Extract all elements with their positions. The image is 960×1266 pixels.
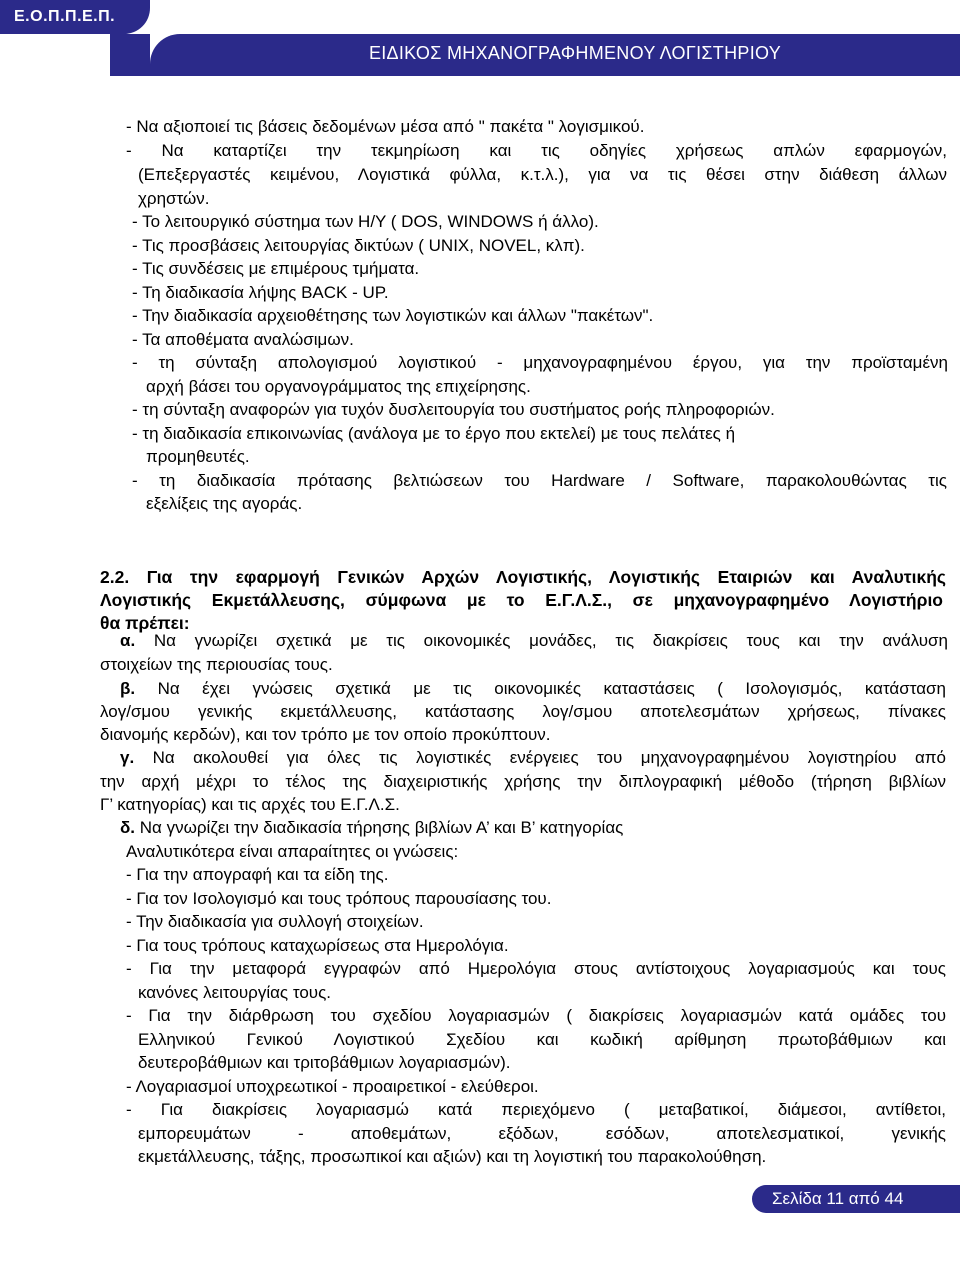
item-text: Να ακολουθεί για όλες τις λογιστικές ενέργειες του μηχανογραφημένου λογιστηρίου από	[152, 748, 946, 767]
paragraph-d	[120, 816, 623, 840]
list-item: - Τη διαδικασία λήψης BACK - UP.	[132, 283, 389, 302]
list-item: - Για τους τρόπους καταχωρίσεως στα Ημερολόγια.	[126, 936, 509, 955]
list-item: (Επεξεργαστές κειμένου, Λογιστικά φύλλα, κ.τ.λ.), για να τις θέσει στην διάθεση άλλων	[138, 165, 947, 184]
paragraph-c	[120, 746, 946, 770]
list-item: - Λογαριασμοί υποχρεωτικοί - προαιρετικοί - ελεύθεροι.	[126, 1077, 539, 1096]
header-title: ΕΙΔΙΚΟΣ ΜΗΧΑΝΟΓΡΑΦΗΜΕΝΟΥ ΛΟΓΙΣΤΗΡΙΟΥ	[368, 43, 782, 63]
list-item: - Για τον Ισολογισμό και τους τρόπους παρουσίασης του.	[126, 889, 552, 908]
list-item: - Την διαδικασία για συλλογή στοιχείων.	[126, 912, 424, 931]
list-item: - Τις προσβάσεις λειτουργίας δικτύων ( UNIX, NOVEL, κλπ).	[132, 236, 585, 255]
item-label: δ.	[120, 818, 136, 837]
paragraph-b-cont: διανομής κερδών), και τον τρόπο με τον οποίο προκύπτουν.	[100, 725, 551, 744]
list-item: - Τα αποθέματα αναλώσιμων.	[132, 330, 354, 349]
header-title-bar	[150, 34, 960, 76]
list-item: - Να αξιοποιεί τις βάσεις δεδομένων μέσα από " πακέτα " λογισμικού.	[126, 117, 645, 136]
list-item: αρχή βάσει του οργανογράμματος της επιχείρησης.	[146, 377, 531, 396]
list-item: - Την διαδικασία αρχειοθέτησης των λογιστικών και άλλων "πακέτων".	[132, 306, 654, 325]
paragraph-b-cont: λογ/σμου γενικής εκμετάλλευσης, κατάστασης λογ/σμου αποτελεσμάτων χρήσεως, πίνακες	[100, 702, 946, 721]
list-item: χρηστών.	[138, 189, 210, 208]
page-header	[0, 0, 960, 82]
item-text: Να έχει γνώσεις σχετικά με τις οικονομικές καταστάσεις ( Ισολογισμός, κατάσταση	[157, 679, 946, 698]
list-item: εμπορευμάτων - αποθεμάτων, εξόδων, εσόδων, αποτελεσματικοί, γενικής	[138, 1124, 946, 1143]
paragraph-a-cont: στοιχείων της περιουσίας τους.	[100, 655, 333, 674]
list-item: - τη διαδικασία πρότασης βελτιώσεων του Hardware / Software, παρακολουθώντας τις	[132, 471, 947, 490]
section-heading: θα πρέπει:	[100, 613, 190, 633]
paragraph-a	[120, 629, 948, 653]
list-item: - Για διακρίσεις λογαριασμώ κατά περιεχόμενο ( μεταβατικοί, διάμεσοι, αντίθετοι,	[126, 1100, 946, 1119]
page-footer	[752, 1185, 960, 1213]
list-item: - τη σύνταξη απολογισμού λογιστικού - μηχανογραφημένου έργου, για την προϊσταμένη	[132, 353, 948, 372]
list-item: εκμετάλλευσης, τάξης, προσωπικοί και αξιών) και τη λογιστική του παρακολούθηση.	[138, 1147, 767, 1166]
header-org-tab	[0, 0, 150, 34]
item-label: β.	[120, 679, 136, 698]
list-item: - Το λειτουργικό σύστημα των Η/Υ ( DOS, WINDOWS ή άλλο).	[132, 212, 599, 231]
paragraph-d-cont: Αναλυτικότερα είναι απαραίτητες οι γνώσεις:	[126, 842, 459, 861]
paragraph-c-cont: Γ’ κατηγορίας) και τις αρχές του Ε.Γ.Λ.Σ.	[100, 795, 400, 814]
item-label: α.	[120, 631, 136, 650]
list-item: - Τις συνδέσεις με επιμέρους τμήματα.	[132, 259, 420, 278]
list-item: - τη διαδικασία επικοινωνίας (ανάλογα με το έργο που εκτελεί) με τους πελάτες ή	[132, 424, 736, 443]
paragraph-c-cont: την αρχή μέχρι το τέλος της διαχειριστικής χρήσης την διπλογραφική μέθοδο (τήρηση βιβλίων	[100, 772, 946, 791]
list-item: - Για την μεταφορά εγγραφών από Ημερολόγια στους αντίστοιχους λογαριασμούς και τους	[126, 959, 946, 978]
list-item: προμηθευτές.	[146, 447, 250, 466]
list-item: κανόνες λειτουργίας τους.	[138, 983, 331, 1002]
section-heading: Λογιστικής Εκμετάλλευσης, σύμφωνα με το Ε.Γ.Λ.Σ., σε μηχανογραφημένο Λογιστήριο	[100, 590, 943, 610]
list-item: - Για την διάρθρωση του σχεδίου λογαριασμών ( διακρίσεις λογαριασμών κατά ομάδες του	[126, 1006, 946, 1025]
section-heading: 2.2. Για την εφαρμογή Γενικών Αρχών Λογιστικής, Λογιστικής Εταιριών και Αναλυτικής	[100, 567, 946, 587]
paragraph-b	[120, 677, 946, 701]
item-text: Να γνωρίζει την διαδικασία τήρησης βιβλίων Α’ και Β’ κατηγορίας	[139, 818, 624, 837]
list-item: - Για την απογραφή και τα είδη της.	[126, 865, 389, 884]
list-item: - Να καταρτίζει την τεκμηρίωση και τις οδηγίες χρήσεως απλών εφαρμογών,	[126, 141, 947, 160]
list-item: εξελίξεις της αγοράς.	[146, 494, 303, 513]
list-item: δευτεροβάθμιων και τριτοβάθμιων λογαριασμών).	[138, 1053, 511, 1072]
page-number: Σελίδα 11 από 44	[772, 1189, 904, 1208]
item-text: Να γνωρίζει σχετικά με τις οικονομικές μονάδες, τις διακρίσεις τους και την ανάλυση	[153, 631, 948, 650]
list-item: Ελληνικού Γενικού Λογιστικού Σχεδίου και κωδική αρίθμηση πρωτοβάθμιων και	[138, 1030, 946, 1049]
item-label: γ.	[120, 748, 135, 767]
list-item: - τη σύνταξη αναφορών για τυχόν δυσλειτουργία του συστήματος ροής πληροφοριών.	[132, 400, 775, 419]
header-org-label: Ε.Ο.Π.Π.Ε.Π.	[14, 8, 116, 25]
